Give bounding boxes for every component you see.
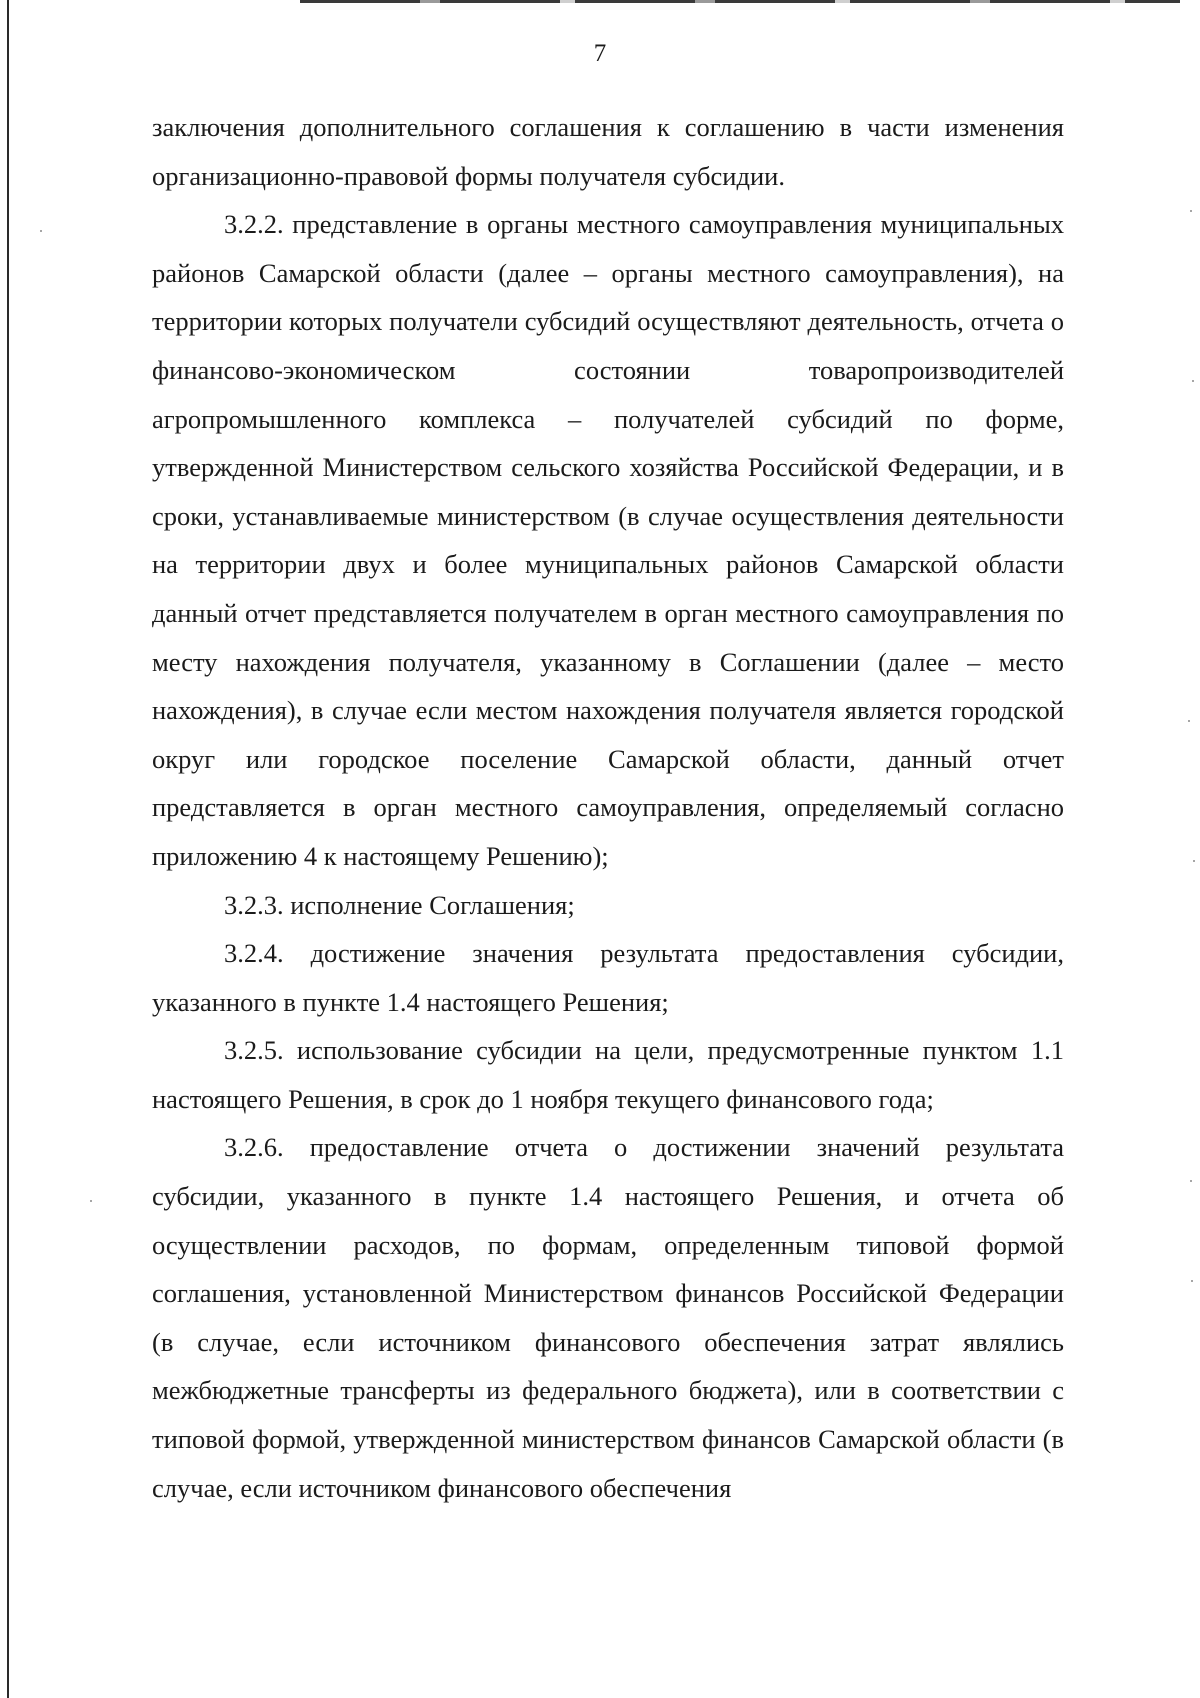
- scan-speck: [40, 230, 42, 232]
- scan-speck: [1190, 1180, 1192, 1182]
- scan-top-edge: [300, 0, 1180, 3]
- scan-speck: [1190, 210, 1192, 212]
- paragraph-3-2-2: 3.2.2. представление в органы местного самоуправления муниципальных районов Самарской области (далее – органы местного самоуправления), на территории которых получатели субсидий осуществляют деятельность, отчета о финансово-экономическом состоянии товаропроизводителей агропромышленного комплекса – получателей субсидий по форме, утвержденной Министерством сельского хозяйства Российской Федерации, и в сроки, устанавливаемые министерством (в случае осуществления деятельности на территории двух и более муниципальных районов Самарской области данный отчет представляется получателем в орган местного самоуправления по месту нахождения получателя, указанному в Соглашении (далее – место нахождения), в случае если местом нахождения получателя является городской округ или городское поселение Самарской области, данный отчет представляется в орган местного самоуправления, определяемый согласно приложению 4 к настоящему Решению);: [152, 209, 1064, 871]
- scan-speck: [1192, 380, 1194, 382]
- paragraph-3-2-5: 3.2.5. использование субсидии на цели, предусмотренные пунктом 1.1 настоящего Решения, в срок до 1 ноября текущего финансового года;: [152, 1035, 1064, 1114]
- paragraph-continuation: заключения дополнительного соглашения к соглашению в части изменения организационно-правовой формы получателя субсидии.: [152, 112, 1064, 191]
- document-body: [152, 103, 1064, 1512]
- scan-speck: [1193, 860, 1195, 862]
- scan-speck: [90, 1200, 92, 1202]
- paragraph-3-2-6: 3.2.6. предоставление отчета о достижении значений результата субсидии, указанного в пункте 1.4 настоящего Решения, и отчета об осуществлении расходов, по формам, определенным типовой формой соглашения, установленной Министерством финансов Российской Федерации (в случае, если источником финансового обеспечения затрат являлись межбюджетные трансферты из федерального бюджета), или в соответствии с типовой формой, утвержденной министерством финансов Самарской области (в случае, если источником финансового обеспечения: [152, 1132, 1064, 1503]
- paragraph-3-2-4: 3.2.4. достижение значения результата предоставления субсидии, указанного в пункте 1.4 настоящего Решения;: [152, 938, 1064, 1017]
- scan-speck: [1191, 1280, 1193, 1282]
- scan-speck: [1188, 720, 1190, 722]
- scan-left-edge: [7, 0, 9, 1698]
- page-number: 7: [593, 40, 607, 67]
- paragraph-3-2-3: 3.2.3. исполнение Соглашения;: [224, 889, 575, 920]
